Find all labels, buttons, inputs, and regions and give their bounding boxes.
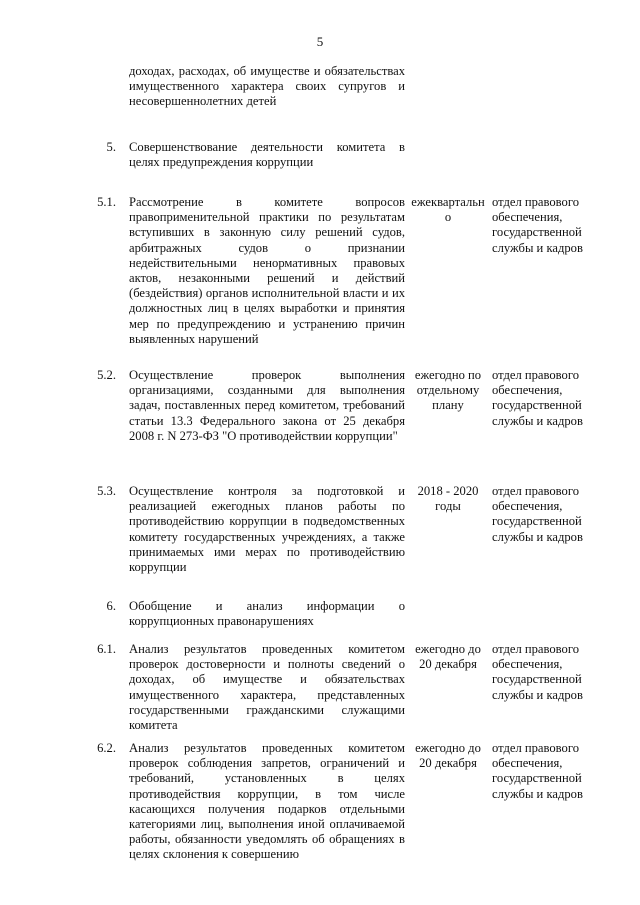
row-description: Анализ результатов проведенных комитетом проверок соблюдения запретов, ограничений и требований, установленных в целях противодействия коррупции, в том числе касающихся получения подарков отдельными категориями лиц, выполнения иной оплачиваемой работы, обязанности уведомлять об обращениях в целях склонения к совершению bbox=[129, 741, 405, 862]
row-responsible: отдел правового обеспечения, государственной службы и кадров bbox=[492, 368, 583, 428]
row-responsible: отдел правового обеспечения, государственной службы и кадров bbox=[492, 195, 583, 255]
row-term: ежегодно по отдельному плану bbox=[414, 368, 482, 413]
row-description: Совершенствование деятельности комитета в целях предупреждения коррупции bbox=[129, 140, 405, 170]
row-term: ежегодно до 20 декабря bbox=[415, 642, 481, 672]
row-term: ежегодно до 20 декабря bbox=[415, 741, 481, 771]
row-number: 6. bbox=[106, 599, 116, 613]
row-number: 6.2. bbox=[97, 741, 116, 755]
row-description: Рассмотрение в комитете вопросов правоприменительной практики по результатам вступивших в законную силу решений судов, арбитражных судов о признании недействительными ненормативных правовых актов, незаконными решений и действий (бездействия) органов исполнительной власти и их должностных лиц в целях выработки и принятия мер по предупреждению и устранению причин выявленных нарушений bbox=[129, 195, 405, 346]
row-description: Осуществление контроля за подготовкой и реализацией ежегодных планов работы по противодействию коррупции в подведомственных комитету государственных учреждениях, а также принимаемых ими мерах по противодействию коррупции bbox=[129, 484, 405, 575]
row-number: 6.1. bbox=[97, 642, 116, 656]
row-term: 2018 - 2020 годы bbox=[417, 484, 479, 514]
row-responsible: отдел правового обеспечения, государственной службы и кадров bbox=[492, 642, 583, 702]
row-description: Обобщение и анализ информации о коррупционных правонарушениях bbox=[129, 599, 405, 629]
row-responsible: отдел правового обеспечения, государственной службы и кадров bbox=[492, 484, 583, 544]
row-number: 5.2. bbox=[97, 368, 116, 382]
row-number: 5. bbox=[106, 140, 116, 154]
row-description: Анализ результатов проведенных комитетом проверок достоверности и полноты сведений о доходах, об имуществе и обязательствах имущественного характера, представленных государственными гражданскими служащими комитета bbox=[129, 642, 405, 733]
row-number: 5.1. bbox=[97, 195, 116, 209]
row-description: Осуществление проверок выполнения организациями, созданными для выполнения задач, поставленных перед комитетом, требований статьи 13.3 Федерального закона от 25 декабря 2008 г. N 273-ФЗ "О противодействии коррупции" bbox=[129, 368, 405, 443]
row-number: 5.3. bbox=[97, 484, 116, 498]
page-number: 5 bbox=[316, 34, 324, 49]
row-responsible: отдел правового обеспечения, государственной службы и кадров bbox=[492, 741, 583, 801]
row-description: доходах, расходах, об имуществе и обязательствах имущественного характера своих супругов и несовершеннолетних детей bbox=[129, 64, 405, 109]
row-term: ежеквартально bbox=[411, 195, 485, 225]
